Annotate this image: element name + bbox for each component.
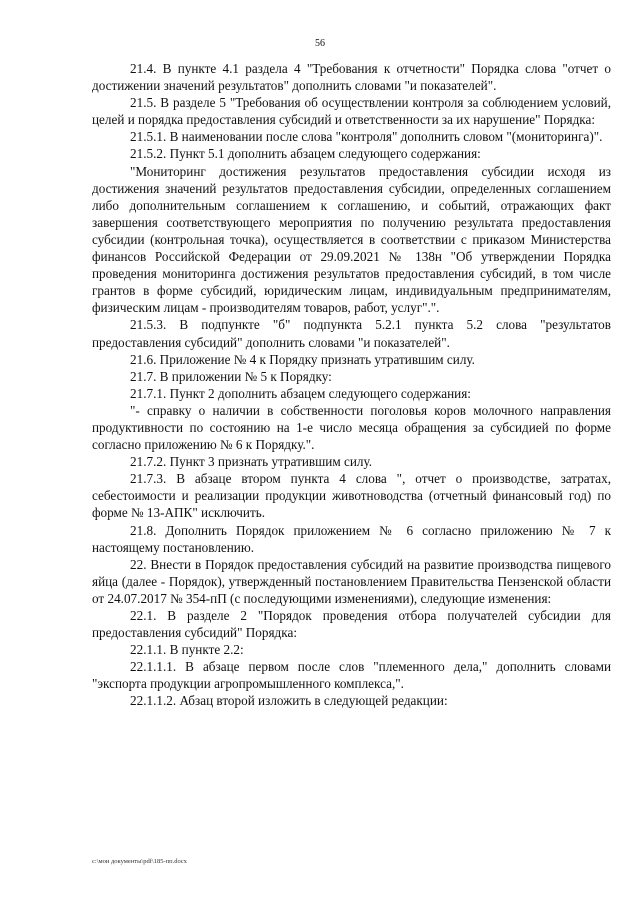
page-number: 56 [315, 38, 325, 49]
paragraph-monitoring-quote: "Мониторинг достижения результатов предоставления субсидии исходя из достижения значений результатов предоставления субсидии, определенных соглашением либо дополнительным соглашением к соглашению, и событий, отражающих факт завершения соответствующего мероприятия по получению результата предоставления субсидии (контрольная точка), осуществляется в соответствии с приказом Министерства финансов Российской Федерации от 29.09.2021 № 138н "Об утверждении Порядка проведения мониторинга достижения результатов предоставления субсидий, в том числе грантов в форме субсидий, юридическим лицам, индивидуальным предпринимателям, физическим лицам - производителям товаров, работ, услуг".". [92, 163, 611, 316]
paragraph-21-6: 21.6. Приложение № 4 к Порядку признать утратившим силу. [130, 351, 475, 367]
paragraph-22-1-1-2: 22.1.1.2. Абзац второй изложить в следующей редакции: [130, 693, 448, 709]
paragraph-21-7-1: 21.7.1. Пункт 2 дополнить абзацем следующего содержания: [130, 385, 471, 401]
paragraph-22-1: 22.1. В разделе 2 "Порядок проведения отбора получателей субсидии для предоставления субсидий" Порядка: [92, 608, 611, 641]
document-body [92, 60, 611, 710]
paragraph-21-5: 21.5. В разделе 5 "Требования об осуществлении контроля за соблюдением условий, целей и порядка предоставления субсидий и ответственности за их нарушение" Порядка: [92, 95, 611, 128]
paragraph-22: 22. Внести в Порядок предоставления субсидий на развитие производства пищевого яйца (далее - Порядок), утвержденный постановлением Правительства Пензенской области от 24.07.2017 № 354-пП (с последующими изменениями), следующие изменения: [92, 556, 611, 606]
footer-file-path: c:\мои документы\pdf\185-пп.docx [92, 858, 187, 865]
paragraph-certificate-quote: "- справку о наличии в собственности поголовья коров молочного направления продуктивности по состоянию на 1-е число месяца обращения за субсидией по форме согласно приложению № 6 к Порядку.". [92, 402, 611, 453]
paragraph-21-4: 21.4. В пункте 4.1 раздела 4 "Требования к отчетности" Порядка слова "отчет о достижении значений результатов" дополнить словами "и показателей". [92, 61, 611, 94]
paragraph-22-1-1-1: 22.1.1.1. В абзаце первом после слов "племенного дела," дополнить словами "экспорта продукции агропромышленного комплекса,". [92, 659, 611, 692]
paragraph-21-5-3: 21.5.3. В подпункте "б" подпункта 5.2.1 пункта 5.2 слова "результатов предоставления субсидий" дополнить словами "и показателей". [92, 317, 611, 350]
paragraph-21-7: 21.7. В приложении № 5 к Порядку: [130, 368, 332, 384]
paragraph-21-7-2: 21.7.2. Пункт 3 признать утратившим силу. [130, 454, 373, 470]
paragraph-22-1-1: 22.1.1. В пункте 2.2: [130, 642, 244, 658]
paragraph-21-8: 21.8. Дополнить Порядок приложением № 6 согласно приложению № 7 к настоящему постановлению. [92, 522, 611, 555]
paragraph-21-5-1: 21.5.1. В наименовании после слова "контроля" дополнить словом "(мониторинга)". [130, 129, 603, 145]
paragraph-21-5-2: 21.5.2. Пункт 5.1 дополнить абзацем следующего содержания: [130, 146, 481, 162]
paragraph-21-7-3: 21.7.3. В абзаце втором пункта 4 слова ", отчет о производстве, затратах, себестоимости и реализации продукции животноводства (отчетный финансовый год) по форме № 13-АПК" исключить. [92, 471, 611, 521]
